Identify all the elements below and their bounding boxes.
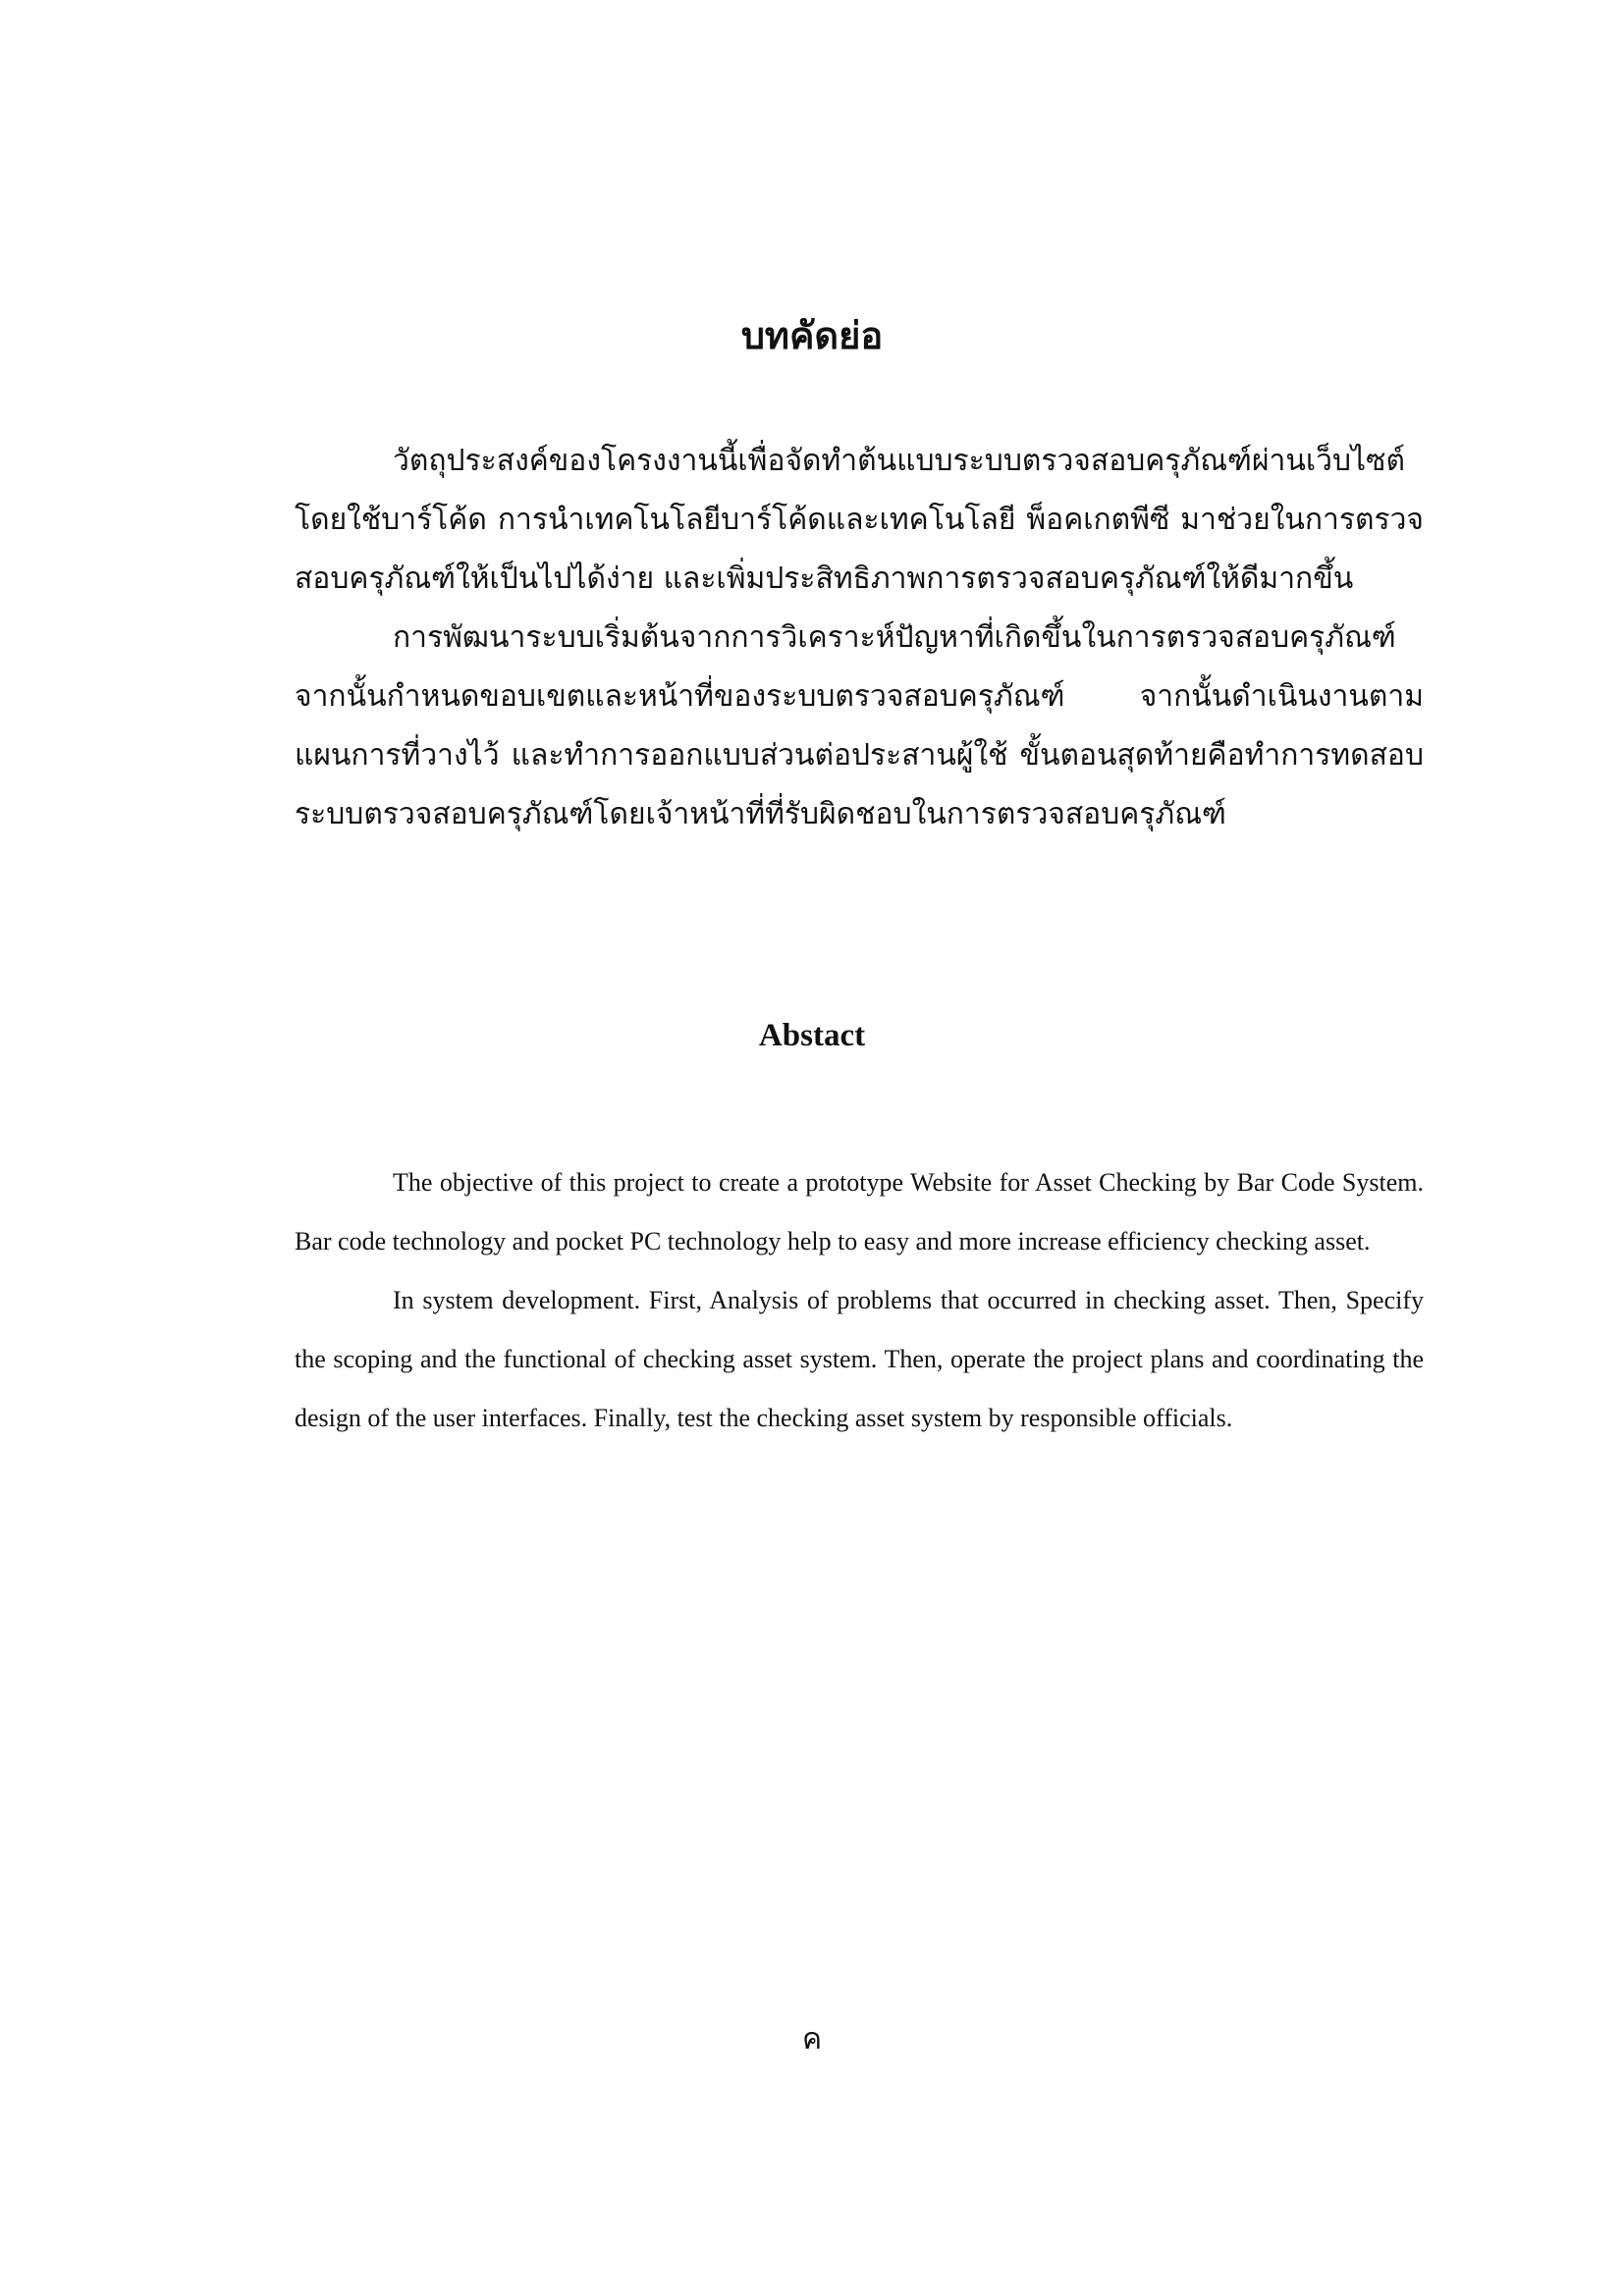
thai-abstract-paragraph-1: วัตถุประสงค์ของโครงงานนี้เพื่อจัดทำต้นแบบระบบตรวจสอบครุภัณฑ์ผ่านเว็บไซต์โดยใช้บาร์โค้ด การนำเทคโนโลยีบาร์โค้ดและเทคโนโลยี พ็อคเกตพีซี มาช่วยในการตรวจสอบครุภัณฑ์ให้เป็นไปได้ง่าย และเพิ่มประสิทธิภาพการตรวจสอบครุภัณฑ์ให้ดีมากขึ้น	[295, 444, 1424, 596]
english-abstract-body	[295, 1153, 1424, 1448]
thai-abstract-paragraph-2: การพัฒนาระบบเริ่มต้นจากการวิเคราะห์ปัญหาที่เกิดขึ้นในการตรวจสอบครุภัณฑ์ จากนั้นกำหนดขอบเขตและหน้าที่ของระบบตรวจสอบครุภัณฑ์ จากนั้นดำเนินงานตามแผนการที่วางไว้ และทำการออกแบบส่วนต่อประสานผู้ใช้ ขั้นตอนสุดท้ายคือทำการทดสอบระบบตรวจสอบครุภัณฑ์โดยเจ้าหน้าที่ที่รับผิดชอบในการตรวจสอบครุภัณฑ์	[295, 620, 1424, 831]
page-number: ค	[801, 2022, 823, 2056]
thai-abstract-title: บทคัดย่อ	[740, 313, 884, 357]
thai-abstract-body	[295, 432, 1424, 844]
english-abstract-paragraph-1: The objective of this project to create a prototype Website for Asset Checking by Bar Code System. Bar code technology and pocket PC technology help to easy and more increase efficiency checking asset.	[295, 1168, 1424, 1255]
english-abstract-title: Abstact	[758, 1018, 866, 1053]
english-abstract-paragraph-2: In system development. First, Analysis of problems that occurred in checking asset. Then, Specify the scoping and the functional of checking asset system. Then, operate the project plans and coordinating the design of the user interfaces. Finally, test the checking asset system by responsible officials.	[295, 1286, 1424, 1432]
